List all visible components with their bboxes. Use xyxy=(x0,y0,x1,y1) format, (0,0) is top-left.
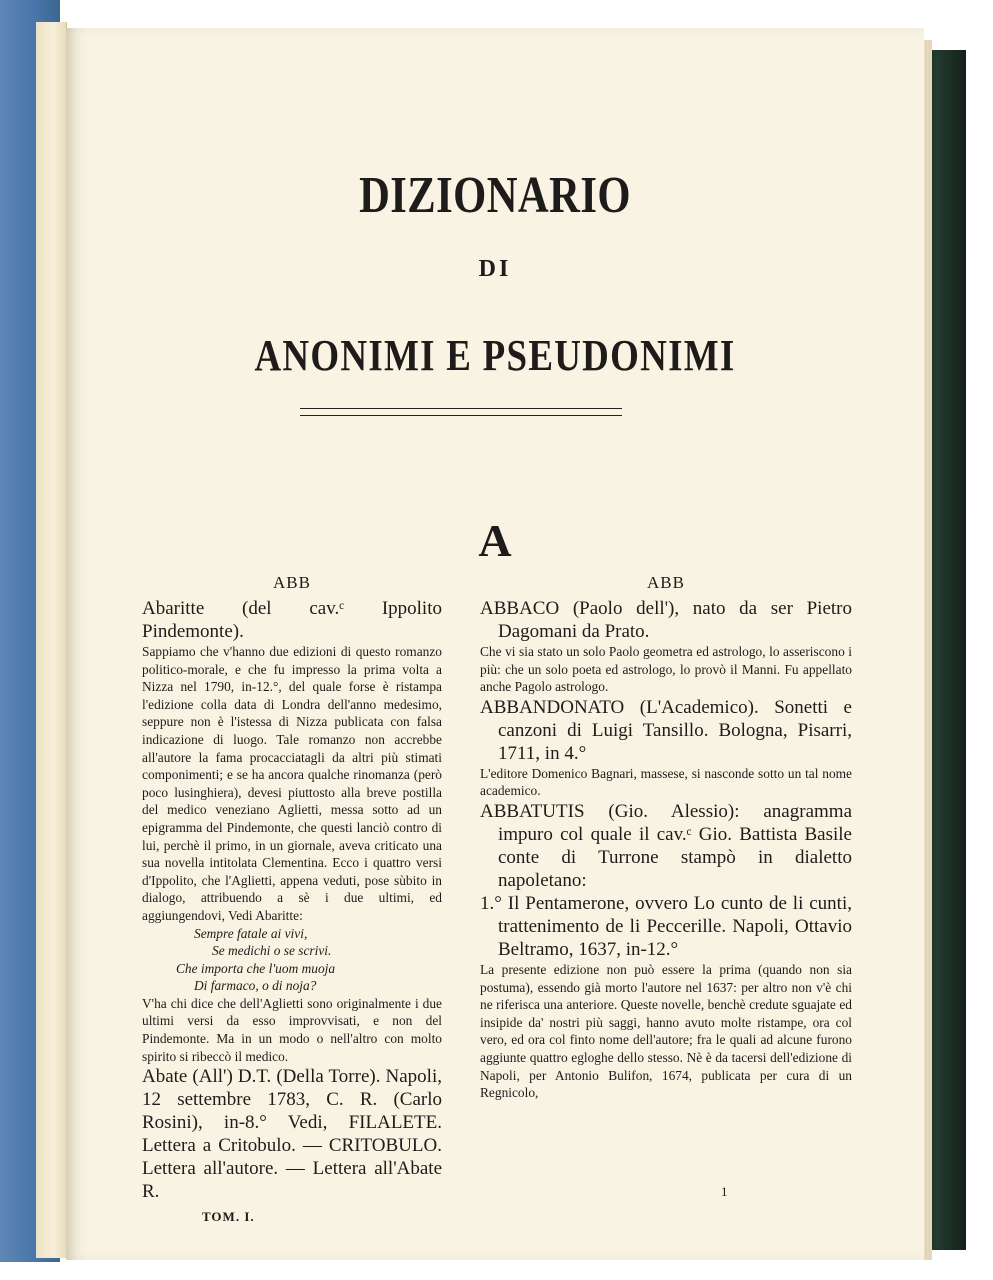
left-page-edge xyxy=(36,22,67,1258)
entry-abbatutis-work: 1.° Il Pentamerone, ovvero Lo cunto de li cunti, trattenimento de li Peccerille. Napoli, Ottavio Beltramo, 1637, in-12.° xyxy=(480,892,852,960)
verse-line: Se medichi o se scrivi. xyxy=(212,943,332,959)
volume-footer: TOM. I. xyxy=(202,1209,255,1225)
entry-abate: Abate (All') D.T. (Della Torre). Napoli, 12 settembre 1783, C. R. (Carlo Rosini), in-8.° Vedi, FILALETE. Lettera a Critobulo. — CRITOBULO. Lettera all'autore. — Lettera all'Abate R. xyxy=(142,1066,442,1203)
page-number: 1 xyxy=(721,1184,728,1199)
entry-abaritte-heading: Abaritte (del cav.ᶜ Ippolito Pindemonte). xyxy=(142,598,442,642)
left-column xyxy=(142,573,518,1225)
right-column xyxy=(480,573,852,1102)
right-column-head: ABB xyxy=(647,573,685,592)
entry-abbatutis-body: La presente edizione non può essere la prima (quando non sia postuma), essendo già morto l'autore nel 1637: per altro non v'è chi ne riferisca una anteriore. Queste novelle, benchè credute sguajate ed insipide da' nostri più saggi, hanno avuto molte ristampe, ora col vero, ed ora col finto nome dell'autore; fra le quali ad alcune furono aggiunte quattro egloghe dello stesso. Nè è da tacersi dell'edizione di Napoli, per Antonio Bulifon, 1674, publicata per cura di un Regnicolo, xyxy=(480,961,852,1101)
entry-abaritte-body: Sappiamo che v'hanno due edizioni di questo romanzo politico-morale, e che fu impresso la prima volta a Nizza nel 1790, in-12.°, del quale forse è ristampa l'edizione colla data di Londra dell'anno medesimo, seppure non è l'istessa di Nizza publicata con falsa indicazione di luogo. Tale romanzo non accrebbe all'autore la fama procacciatagli da altri più stimati componimenti; e se ha ancora qualche rinomanza (però poco lusinghiera), devesi piuttosto alla breve postilla del medico veneziano Aglietti, messa sotto ad un epigramma del Pindemonte, che questi lanciò contro di lui, perchè il primo, in un giornale, aveva criticato una sua novella intitolata Clementina. Ecco i quattro versi d'Ippolito, che l'Aglietti, appena veduti, pose sùbito in dialogo, attribuendo a sè i due ultimi, ed aggiungendovi, Vedi Abaritte: xyxy=(142,644,442,923)
entry-abbaco-heading: ABBACO (Paolo dell'), nato da ser Pietro Dagomani da Prato. xyxy=(480,598,852,642)
verse-line: Che importa che l'uom muoja xyxy=(176,960,336,976)
verse-line: Di farmaco, o di noja? xyxy=(194,978,317,994)
epigram-verse xyxy=(142,925,518,995)
title-subtitle: ANONIMI E PSEUDONIMI xyxy=(254,331,736,380)
title-di: DI xyxy=(478,256,512,282)
entry-abbaco-body: Che vi sia stato un solo Paolo geometra ed astrologo, lo asseriscono i più: che un solo poeta ed astrologo, lo provò il Manni. Fu appellato anche Pagolo astrologo. xyxy=(480,644,852,695)
verse-line: Sempre fatale ai vivi, xyxy=(194,925,308,941)
entry-abbandonato-heading: ABBANDONATO (L'Academico). Sonetti e canzoni di Luigi Tansillo. Bologna, Pisarri, 1711, in 4.° xyxy=(480,696,852,764)
double-rule-divider xyxy=(300,408,622,416)
entry-abbatutis-heading: ABBATUTIS (Gio. Alessio): anagramma impuro col quale il cav.ᶜ Gio. Battista Basile conte di Turrone stampò in dialetto napoletano: xyxy=(480,800,852,891)
left-column-head: ABB xyxy=(273,573,311,592)
section-letter: A xyxy=(478,515,512,566)
entry-abbandonato-body: L'editore Domenico Bagnari, massese, si nasconde sotto un tal nome academico. xyxy=(480,765,852,799)
entry-abaritte-after: V'ha chi dice che dell'Aglietti sono originalmente i due ultimi versi da esso improvvisati, e non del Pindemonte. Ma in un modo o nell'altro con molto spirito si ribeccò il medico. xyxy=(142,995,442,1064)
book-page xyxy=(66,28,924,1260)
title-main: DIZIONARIO xyxy=(359,167,631,224)
